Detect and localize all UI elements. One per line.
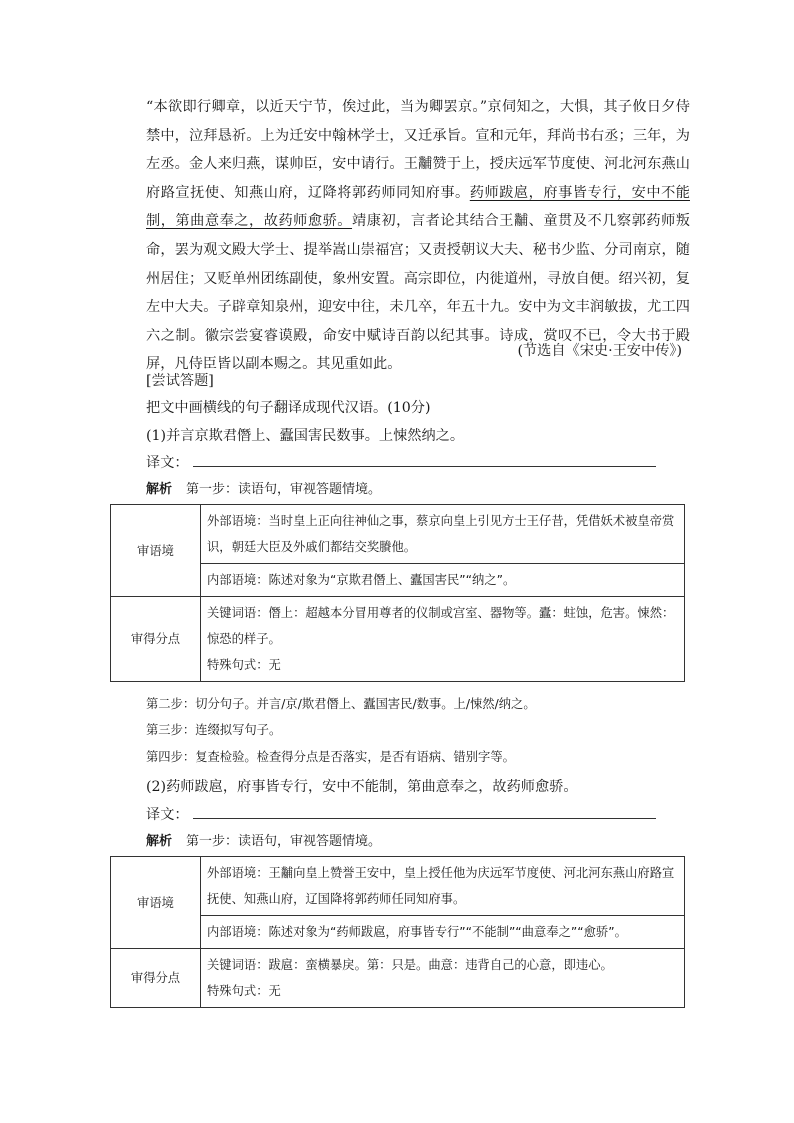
special-syntax: 特殊句式：无 bbox=[207, 984, 281, 998]
analysis-1 bbox=[146, 478, 381, 497]
analysis-label: 解析 bbox=[146, 482, 173, 497]
translation-2 bbox=[146, 804, 656, 824]
section-heading: [尝试答题] bbox=[146, 373, 214, 389]
underlined-sentence: 药师跋扈，府事皆专行，安中不能制，第曲意奉之，故药师愈骄。 bbox=[146, 184, 690, 230]
translation-label: 译文： bbox=[146, 455, 189, 471]
translation-label: 译文： bbox=[146, 807, 189, 823]
outer-context: 外部语境：当时皇上正向往神仙之事，蔡京向皇上引见方士王仔昔，凭借妖术被皇帝赏识，朝廷大臣及外戚们都结交奖賸他。 bbox=[201, 505, 685, 564]
analysis-2 bbox=[146, 830, 381, 849]
passage-text bbox=[146, 93, 690, 379]
head-points: 审得分点 bbox=[111, 597, 201, 682]
step-1: 第一步：读语句，审视答题情境。 bbox=[186, 482, 382, 497]
head-context: 审语境 bbox=[111, 505, 201, 597]
passage-part-2: 靖康初，言者论其结合王黼、童贯及不几察郭药师叛命，罢为观文殿大学士、提举嵩山崇福宫；又责授朝议大夫、秘书少监、分司南京，随州居住；又贬单州团练副使，象州安置。高宗即位，内徙道州，寻放自便。绍兴初，复左中大夫。子辟章知泉州，迎安中往，未几卒，年五十九。安中为文丰润敏拔，尤工四六之制。徽宗尝宴睿谟殿，命安中赋诗百韵以纪其事。诗成，赏叹不已，令大书于殿屏，凡侍臣皆以副本赐之。其见重如此。 bbox=[146, 213, 690, 373]
passage-source: (节选自《宋史·王安中传》) bbox=[517, 343, 682, 359]
answer-line[interactable] bbox=[193, 804, 656, 819]
special-syntax: 特殊句式：无 bbox=[207, 658, 281, 672]
question-2: (2)药师跋扈，府事皆专行，安中不能制，第曲意奉之，故药师愈骄。 bbox=[146, 779, 578, 795]
step-2: 第二步：切分句子。并言/京/欺君僭上、蠹国害民/数事。上/悚然/纳之。 bbox=[146, 697, 536, 711]
outer-context: 外部语境：王黼向皇上赞誉王安中，皇上授任他为庆远军节度使、河北河东燕山府路宣抚使、知燕山府，辽国降将郭药师任同知府事。 bbox=[201, 857, 685, 916]
inner-context: 内部语境：陈述对象为“药师跋扈，府事皆专行”“不能制”“曲意奉之”“愈骄”。 bbox=[201, 916, 685, 949]
task-instruction: 把文中画横线的句子翻译成现代汉语。(10分) bbox=[146, 400, 431, 416]
keywords: 关键词语：僭上：超越本分冒用尊者的仪制或宫室、器物等。蠹：蛀蚀，危害。悚然：惊恐的样子。 bbox=[207, 606, 675, 646]
step-3: 第三步：连缀拟写句子。 bbox=[146, 723, 282, 737]
analysis-label: 解析 bbox=[146, 834, 173, 849]
points-cell bbox=[201, 597, 685, 682]
inner-context: 内部语境：陈述对象为“京欺君僭上、蠹国害民”“纳之”。 bbox=[201, 564, 685, 597]
analysis-table-1 bbox=[110, 504, 685, 682]
head-points: 审得分点 bbox=[111, 949, 201, 1008]
step-4: 第四步：复查检验。检查得分点是否落实，是否有语病、错别字等。 bbox=[146, 750, 515, 764]
keywords: 关键词语：跋扈：蛮横暴戾。第：只是。曲意：违背自己的心意，即违心。 bbox=[207, 958, 613, 972]
passage-part-1: “本欲即行卿章，以近天宁节，俟过此，当为卿罢京。”京伺知之，大惧，其子攸日夕侍禁中，泣拜恳祈。上为迁安中翰林学士，又迁承旨。宣和元年，拜尚书右丞；三年，为左丞。金人来归燕，谋帅臣，安中请行。王黼赞于上，授庆远军节度使、河北河东燕山府路宣抚使、知燕山府，辽降将郭药师同知府事。 bbox=[146, 99, 690, 201]
question-1: (1)并言京欺君僭上、蠹国害民数事。上悚然纳之。 bbox=[146, 428, 465, 444]
step-1: 第一步：读语句，审视答题情境。 bbox=[186, 834, 382, 849]
head-context: 审语境 bbox=[111, 857, 201, 949]
analysis-table-2 bbox=[110, 856, 685, 1008]
answer-line[interactable] bbox=[193, 452, 656, 467]
points-cell bbox=[201, 949, 685, 1008]
translation-1 bbox=[146, 452, 656, 472]
